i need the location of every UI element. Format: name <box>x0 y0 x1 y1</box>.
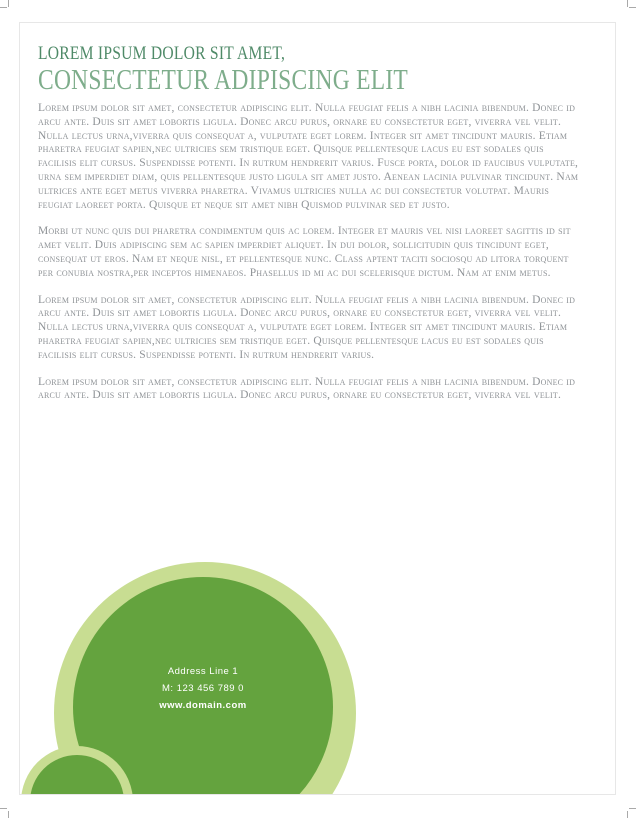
crop-mark-top-right-vertical <box>627 0 628 7</box>
crop-mark-bottom-right-horizontal <box>629 808 636 809</box>
contact-website: www.domain.com <box>159 700 247 711</box>
crop-mark-bottom-left-vertical <box>8 811 9 818</box>
contact-block <box>113 663 293 714</box>
body-paragraph-4: Lorem ipsum dolor sit amet, consectetur adipiscing elit. Nulla feugiat felis a nibh lacinia bibendum. Donec id arcu ante. Duis sit amet lobortis ligula. Donec arcu purus, ornare eu consectetur eget, viverra vel velit. <box>38 375 576 402</box>
body-copy <box>38 102 579 416</box>
contact-address-line: Address Line 1 <box>167 666 239 677</box>
body-paragraph-3: Lorem ipsum dolor sit amet, consectetur adipiscing elit. Nulla feugiat felis a nibh lacinia bibendum. Donec id arcu ante. Duis sit amet lobortis ligula. Donec arcu purus, ornare eu consectetur eget, viverra vel velit. Nulla lectus urna,viverra quis consequat a, vulputate eget lorem. Integer sit amet tincidunt mauris. Etiam pharetra feugiat sapien,nec ultricies sem tristique eget. Quisque pellentesque lacus eu est sodales quis facilisis elit cursus. Suspendisse potenti. In rutrum hendrerit varius. <box>38 293 576 361</box>
title-line-1: LOREM IPSUM DOLOR SIT AMET, <box>38 43 286 64</box>
crop-mark-top-right-horizontal <box>629 7 636 8</box>
title-line-2: CONSECTETUR ADIPISCING ELIT <box>38 65 409 96</box>
crop-mark-top-left-horizontal <box>0 7 7 8</box>
body-paragraph-1: Lorem ipsum dolor sit amet, consectetur adipiscing elit. Nulla feugiat felis a nibh lacinia bibendum. Donec id arcu ante. Duis sit amet lobortis ligula. Donec arcu purus, ornare eu consectetur eget, viverra vel velit. Nulla lectus urna,viverra quis consequat a, vulputate eget lorem. Integer sit amet tincidunt mauris. Etiam pharetra feugiat sapien,nec ultricies sem tristique eget. Quisque pellentesque lacus eu est sodales quis facilisis elit cursus. Suspendisse potenti. In rutrum hendrerit varius. Fusce porta, dolor id faucibus vulputate, urna sem imperdiet diam, quis pellentesque justo ligula sit amet justo. Aenean lacinia pulvinar tincidunt. Nam ultrices ante eget metus viverra pharetra. Vivamus ultricies nulla ac dui consectetur volutpat. Mauris feugiat laoreet porta. Quisque et neque sit amet nibh Quismod pulvinar sed et justo. <box>38 102 579 211</box>
letterhead-header <box>38 43 598 96</box>
crop-mark-bottom-right-vertical <box>627 811 628 818</box>
contact-mobile-line: M: 123 456 789 0 <box>162 683 244 694</box>
body-paragraph-2: Morbi ut nunc quis dui pharetra condimentum quis ac lorem. Integer et mauris vel nisi laoreet sagittis id sit amet velit. Duis adipiscing sem ac sapien imperdiet aliquet. In dui dolor, sollicitudin quis tincidunt eget, consequat ut eros. Nam et neque nisl, et pellentesque nunc. Class aptent taciti sociosqu ad litora torquent per conubia nostra,per inceptos himenaeos. Phasellus id mi ac dui scelerisque dictum. Nam at enim metus. <box>38 225 571 279</box>
crop-mark-top-left-vertical <box>8 0 9 7</box>
letterhead-page <box>19 22 616 795</box>
crop-mark-bottom-left-horizontal <box>0 808 7 809</box>
